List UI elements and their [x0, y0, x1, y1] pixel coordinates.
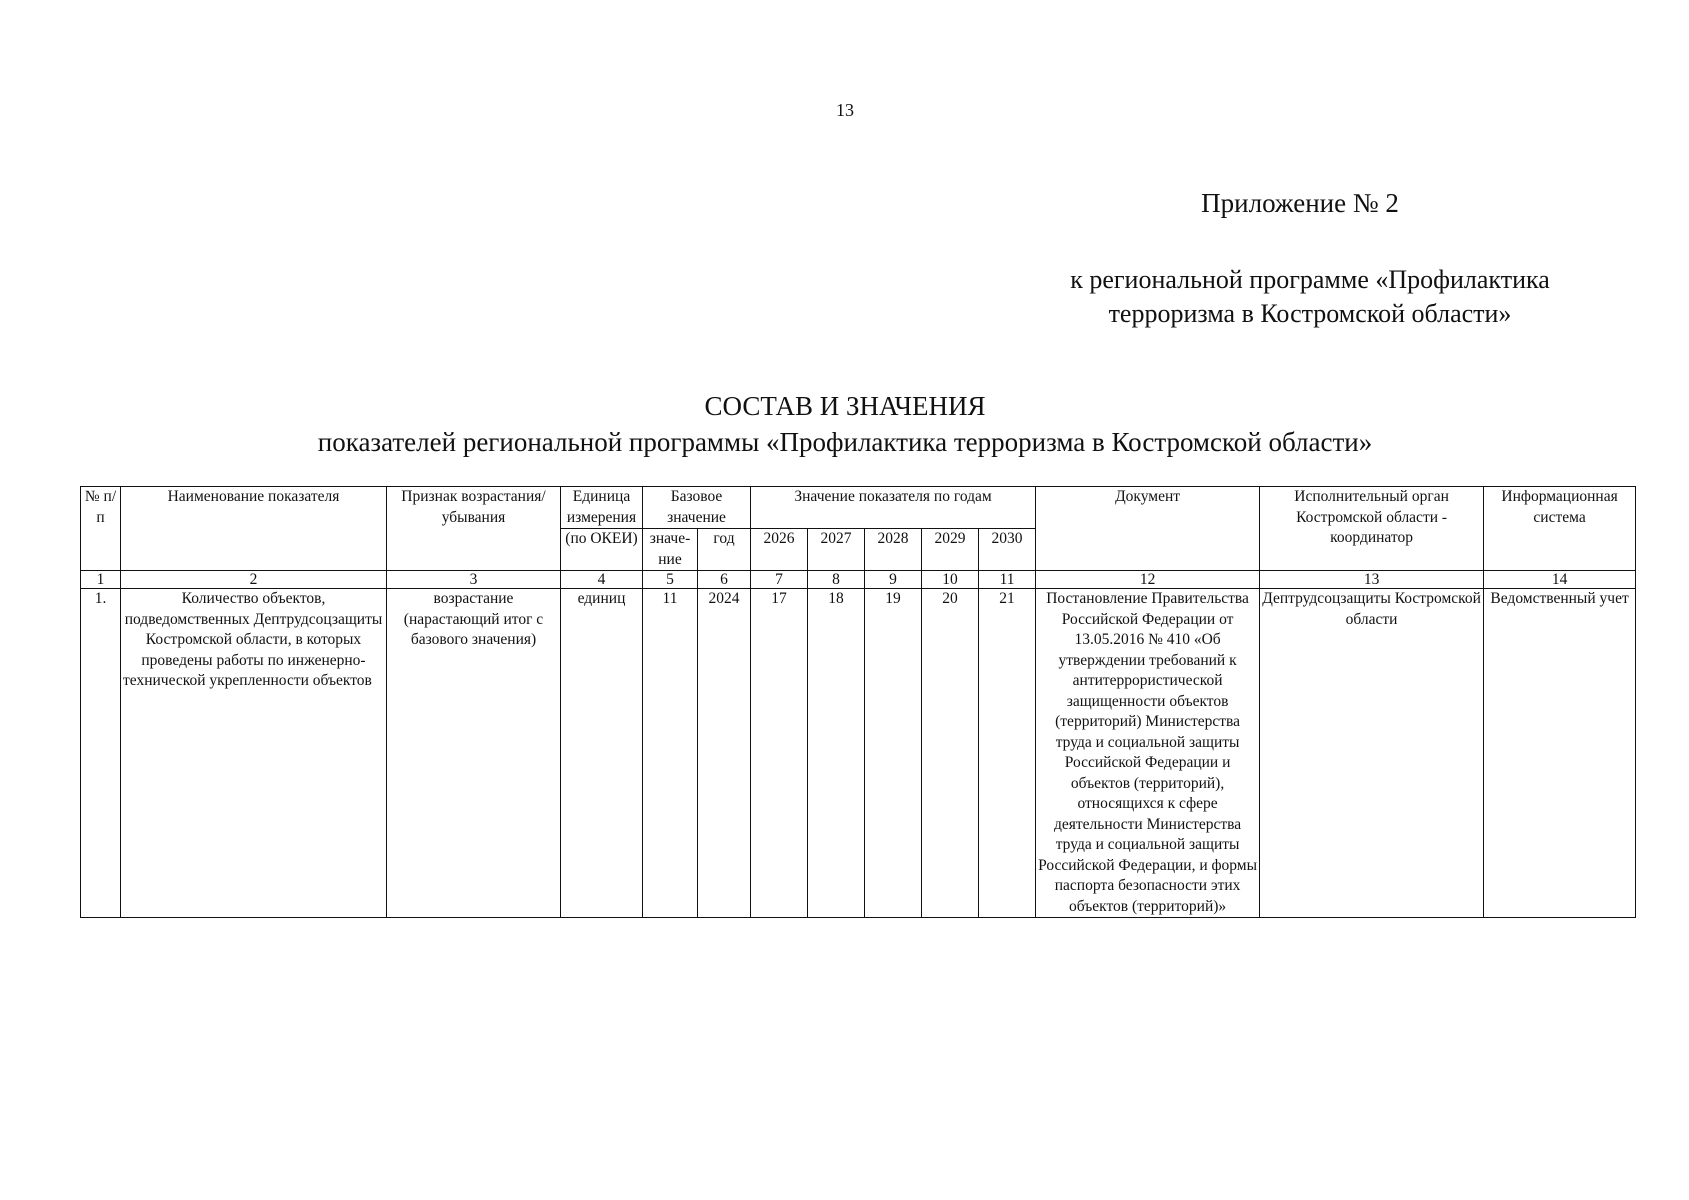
header-info-system: Информационная система: [1484, 487, 1636, 571]
row-value-2029: 20: [922, 589, 979, 918]
row-executor: Дептрудсоцзащиты Костромской области: [1260, 589, 1484, 918]
row-base-value: 11: [643, 589, 698, 918]
column-number: 14: [1484, 571, 1636, 589]
header-year-2027: 2027: [808, 529, 865, 571]
row-num: 1.: [81, 589, 121, 918]
header-executor: Исполнительный орган Костромской области - координатор: [1260, 487, 1484, 571]
column-number: 8: [808, 571, 865, 589]
appendix-subtitle-line2: терроризма в Костромской области»: [1108, 299, 1512, 328]
column-number: 4: [561, 571, 643, 589]
page-number: 13: [836, 100, 854, 120]
column-number: 2: [121, 571, 387, 589]
column-number: 11: [979, 571, 1036, 589]
column-number: 13: [1260, 571, 1484, 589]
row-value-2030: 21: [979, 589, 1036, 918]
row-value-2026: 17: [751, 589, 808, 918]
row-info-system: Ведомственный учет: [1484, 589, 1636, 918]
column-number: 1: [81, 571, 121, 589]
column-number: 10: [922, 571, 979, 589]
header-base-value: значе-ние: [643, 529, 698, 571]
header-base-year: год: [698, 529, 751, 571]
column-number: 12: [1036, 571, 1260, 589]
column-number: 9: [865, 571, 922, 589]
header-sign: Признак возрастания/убывания: [387, 487, 561, 571]
row-document: Постановление Правительства Российской Федерации от 13.05.2016 № 410 «Об утверждении требований к антитеррористической защищенности объектов (территорий) Министерства труда и социальной защиты Российской Федерации и объектов (территорий), относящихся к сфере деятельности Министерства труда и социальной защиты Российской Федерации, и формы паспорта безопасности этих объектов (территорий)»: [1036, 589, 1260, 918]
indicators-table: [80, 486, 1636, 918]
header-unit: Единица измерения: [561, 487, 643, 529]
row-indicator-name: Количество объектов, подведомственных Дептрудсоцзащиты Костромской области, в которых проведены работы по инженерно-технической укрепленности объектов: [121, 589, 387, 918]
column-number: 6: [698, 571, 751, 589]
row-sign: возрастание (нарастающий итог с базового значения): [387, 589, 561, 918]
header-year-2029: 2029: [922, 529, 979, 571]
header-unit-okei: (по ОКЕИ): [561, 529, 643, 571]
column-number: 7: [751, 571, 808, 589]
column-number-row: [81, 571, 1636, 589]
header-year-2028: 2028: [865, 529, 922, 571]
document-heading: [60, 388, 1630, 460]
appendix-title: Приложение № 2: [1201, 188, 1399, 218]
column-number: 3: [387, 571, 561, 589]
header-base: Базовое значение: [643, 487, 751, 529]
appendix-subtitle-line1: к региональной программе «Профилактика: [1070, 265, 1550, 294]
header-row-1: [81, 487, 1636, 529]
header-num: № п/п: [81, 487, 121, 571]
header-name: Наименование показателя: [121, 487, 387, 571]
header-document: Документ: [1036, 487, 1260, 571]
heading-subtitle: показателей региональной программы «Профилактика терроризма в Костромской области»: [317, 427, 1373, 457]
appendix-subtitle: [1000, 263, 1620, 331]
column-number: 5: [643, 571, 698, 589]
row-unit: единиц: [561, 589, 643, 918]
row-base-year: 2024: [698, 589, 751, 918]
header-year-2026: 2026: [751, 529, 808, 571]
table-row: [81, 589, 1636, 918]
header-year-2030: 2030: [979, 529, 1036, 571]
row-value-2028: 19: [865, 589, 922, 918]
header-years-group: Значение показателя по годам: [751, 487, 1036, 529]
heading-title: СОСТАВ И ЗНАЧЕНИЯ: [704, 391, 986, 421]
row-value-2027: 18: [808, 589, 865, 918]
